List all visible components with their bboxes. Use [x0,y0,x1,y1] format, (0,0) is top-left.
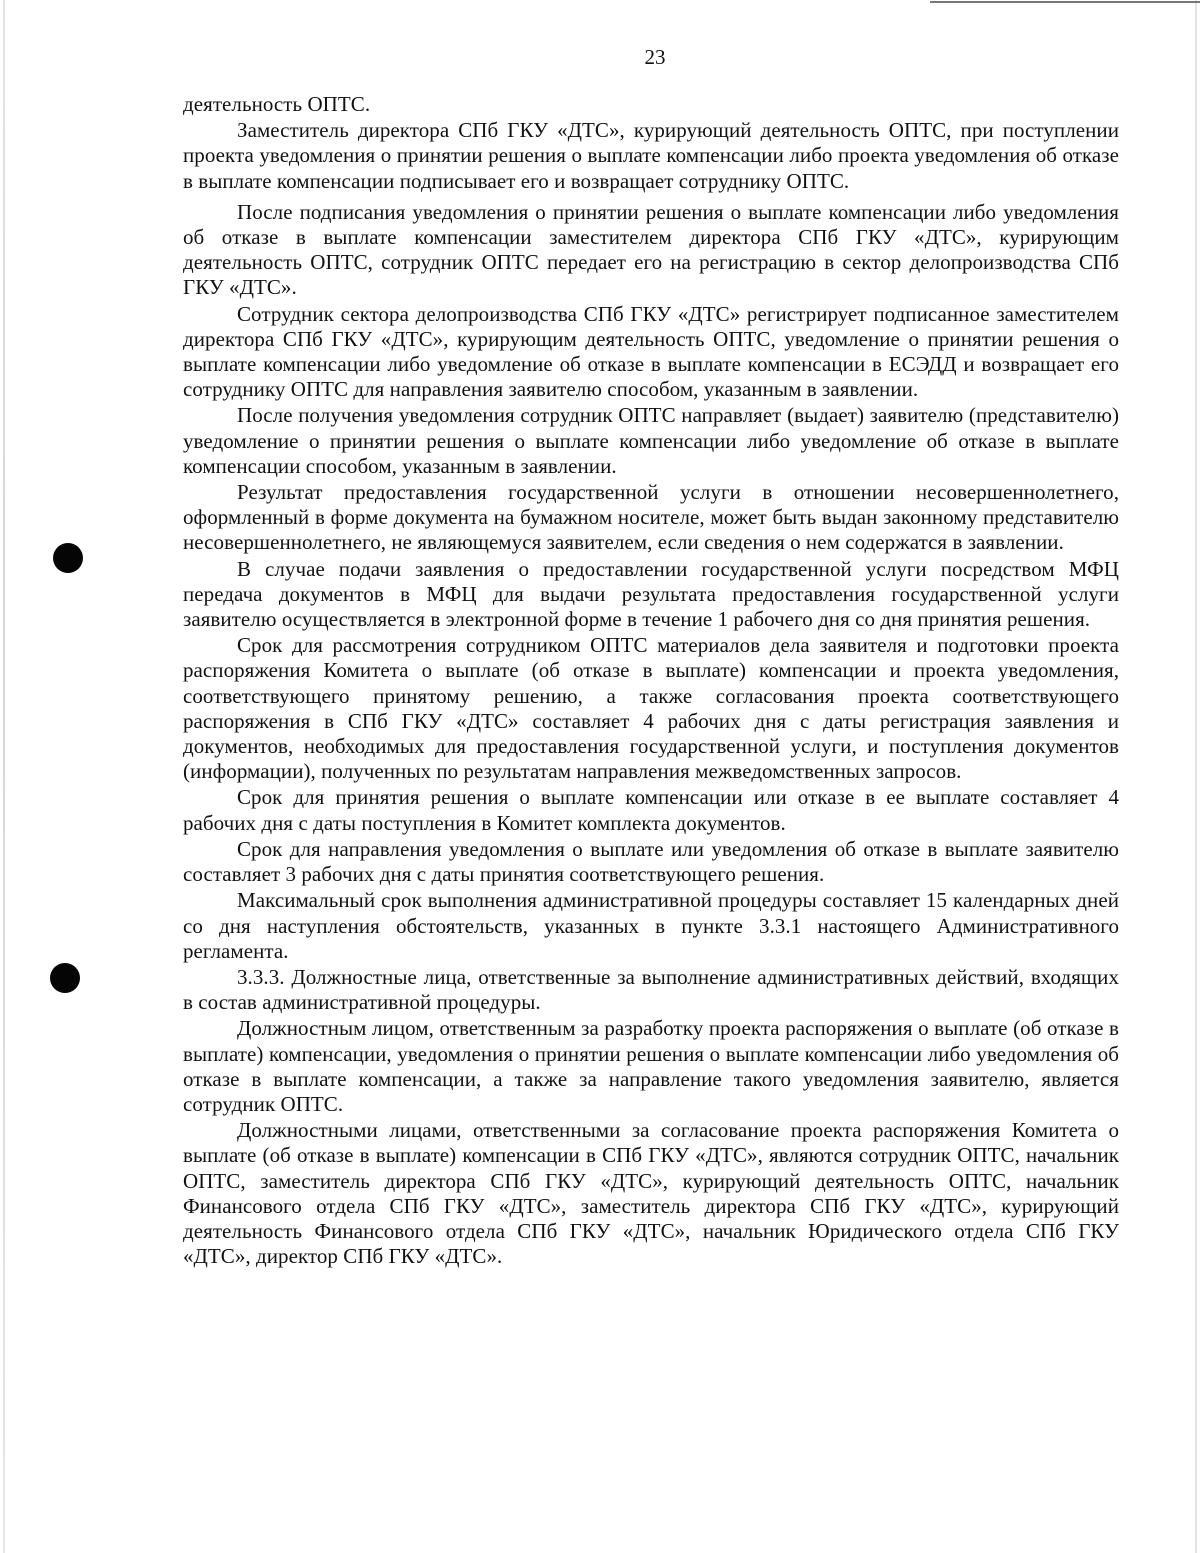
paragraph-decision-term: Срок для принятия решения о выплате компенсации или отказе в ее выплате составляет 4 рабочих дня с даты поступления в Комитет комплекта документов. [183,785,1119,835]
paragraph-notification-term: Срок для направления уведомления о выплате или уведомления об отказе в выплате заявителю составляет 3 рабочих дня с даты принятия соответствующего решения. [183,836,1119,887]
paragraph-section-3-3-3: 3.3.3. Должностные лица, ответственные за выполнение административных действий, входящих в состав административной процедуры. [183,964,1119,1015]
page-number: 23 [644,45,666,69]
scan-top-line [930,1,1200,3]
document-body [183,92,1119,1269]
scan-edge-right [1195,0,1197,1553]
scan-edge-left [3,0,5,1553]
paragraph-notification-sent: После получения уведомления сотрудник ОПТС направляет (выдает) заявителю (представителю) уведомление о принятии решения о выплате компенсации либо уведомление об отказе в выплате компенсации способом, указанным в заявлении. [183,403,1119,478]
paragraph-max-term: Максимальный срок выполнения административной процедуры составляет 15 календарных дней со дня наступления обстоятельств, указанных в пункте 3.3.1 настоящего Административного регламента. [183,888,1119,963]
paragraph-responsible-official: Должностным лицом, ответственным за разработку проекта распоряжения о выплате (об отказе в выплате) компенсации, уведомления о принятии решения о выплате компенсации либо уведомления об отказе в выплате компенсации, а также за направление такого уведомления заявителю, является сотрудник ОПТС. [183,1016,1119,1116]
paragraph-mfc-transfer: В случае подачи заявления о предоставлении государственной услуги посредством МФЦ передача документов в МФЦ для выдачи результата предоставления государственной услуги заявителю осуществляется в электронной форме в течение 1 рабочего дня со дня принятия решения. [183,556,1119,632]
paragraph-continuation: деятельность ОПТС. [183,92,371,116]
paragraph-after-signing: После подписания уведомления о принятии решения о выплате компенсации либо уведомления об отказе в выплате компенсации заместителем директора СПб ГКУ «ДТС», курирующим деятельность ОПТС, сотрудник ОПТС передает его на регистрацию в сектор делопроизводства СПб ГКУ «ДТС». [183,199,1119,300]
paragraph-registration: Сотрудник сектора делопроизводства СПб ГКУ «ДТС» регистрирует подписанное заместителем директора СПб ГКУ «ДТС», курирующим деятельность ОПТС, уведомление о принятии решения о выплате компенсации либо уведомление об отказе в выплате компенсации в ЕСЭДД и возвращает его сотруднику ОПТС для направления заявителю способом, указанным в заявлении. [183,301,1119,402]
paragraph-approving-officials: Должностными лицами, ответственными за согласование проекта распоряжения Комитета о выплате (об отказе в выплате) компенсации в СПб ГКУ «ДТС», являются сотрудник ОПТС, начальник ОПТС, заместитель директора СПб ГКУ «ДТС», курирующий деятельность ОПТС, начальник Финансового отдела СПб ГКУ «ДТС», заместитель директора СПб ГКУ «ДТС», курирующий деятельность Финансового отдела СПб ГКУ «ДТС», начальник Юридического отдела СПб ГКУ «ДТС», директор СПб ГКУ «ДТС». [183,1118,1119,1269]
punch-hole-top [53,543,83,573]
paragraph-minor-result: Результат предоставления государственной услуги в отношении несовершеннолетнего, оформленный в форме документа на бумажном носителе, может быть выдан законному представителю несовершеннолетнего, не являющемуся заявителем, если сведения о нем содержатся в заявлении. [183,480,1119,555]
paragraph-deputy-signs: Заместитель директора СПб ГКУ «ДТС», курирующий деятельность ОПТС, при поступлении проекта уведомления о принятии решения о выплате компенсации либо проекта уведомления об отказе в выплате компенсации подписывает его и возвращает сотруднику ОПТС. [183,118,1119,193]
punch-hole-bottom [50,963,80,993]
paragraph-review-term: Срок для рассмотрения сотрудником ОПТС материалов дела заявителя и подготовки проекта распоряжения Комитета о выплате (об отказе в выплате) компенсации и проекта уведомления, соответствующего принятому решению, а также согласования проекта соответствующего распоряжения в СПб ГКУ «ДТС» составляет 4 рабочих дня с даты регистрация заявления и документов, необходимых для предоставления государственной услуги, и поступления документов (информации), полученных по результатам направления межведомственных запросов. [183,633,1119,784]
